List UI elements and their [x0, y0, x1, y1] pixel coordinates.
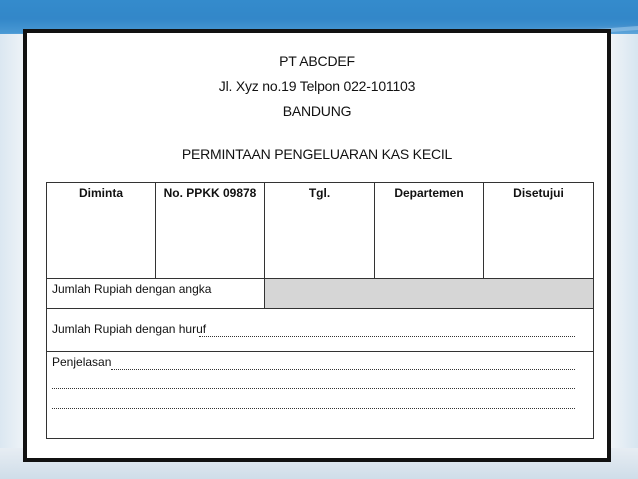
description-dotted-line-2[interactable]: [52, 388, 575, 389]
right-decor-stripe: [612, 34, 638, 454]
column-department: Departemen: [375, 183, 484, 278]
left-decor-stripe: [0, 34, 24, 454]
header-row: [47, 183, 593, 279]
description-label: Penjelasan: [52, 355, 112, 369]
company-name: PT ABCDEF: [279, 53, 355, 69]
amount-words-row: [47, 309, 593, 352]
form-title: PERMINTAAN PENGELUARAN KAS KECIL: [181, 146, 453, 162]
column-diminta: Diminta: [47, 183, 156, 278]
column-date: Tgl.: [265, 183, 375, 278]
amount-numeric-label: Jumlah Rupiah dengan angka: [47, 279, 265, 308]
amount-words-label: Jumlah Rupiah dengan huruf: [52, 322, 207, 336]
form-card: [23, 29, 611, 462]
amount-numeric-field[interactable]: [265, 279, 593, 308]
description-row: [47, 352, 593, 438]
description-dotted-line-3[interactable]: [52, 408, 575, 409]
column-approved: Disetujui: [513, 186, 564, 200]
description-dotted-line-1[interactable]: [111, 369, 575, 370]
company-city: BANDUNG: [282, 103, 352, 119]
petty-cash-form-table: [46, 182, 594, 439]
column-ppkk-number: No. PPKK 09878: [156, 183, 265, 278]
amount-numeric-row: [47, 279, 593, 309]
company-address: Jl. Xyz no.19 Telpon 022-101103: [218, 78, 416, 94]
amount-words-dotted-line[interactable]: [199, 336, 575, 337]
